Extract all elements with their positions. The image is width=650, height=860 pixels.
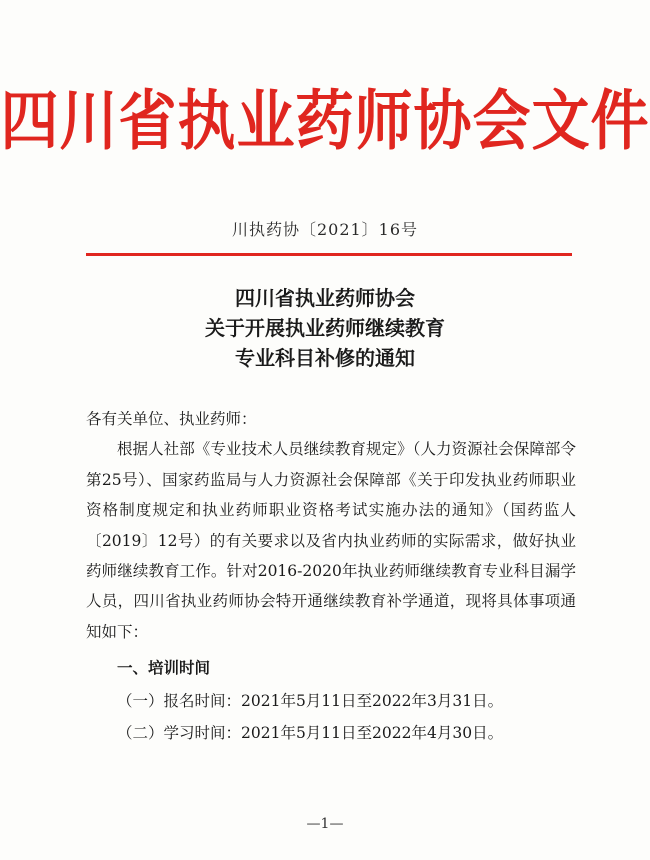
page-number: —1— [306,816,344,832]
body-paragraph: 根据人社部《专业技术人员继续教育规定》（人力资源社会保障部令第25号）、国家药监局与人力资源社会保障部《关于印发执业药师职业资格制度规定和执业药师职业资格考试实施办法的通知》（国药监人〔2019〕12号）的有关要求以及省内执业药师的实际需求，做好执业药师继续教育工作。针对2016-2020年执业药师继续教育专业科目漏学人员，四川省执业药师协会特开通继续教育补学通道，现将具体事项通知如下： [86,440,576,641]
notice-title-line: 四川省执业药师协会 [235,286,415,310]
red-divider-line [86,253,572,256]
document-number: 川执药协〔2021〕16号 [231,220,419,239]
notice-body [86,404,576,748]
section-heading-training-time: 一、培训时间 [117,659,211,678]
list-item-registration-time: （一）报名时间：2021年5月11日至2022年3月31日。 [117,691,504,710]
list-item-study-time: （二）学习时间：2021年5月11日至2022年4月30日。 [117,724,504,743]
notice-title-line: 专业科目补修的通知 [235,346,415,370]
document-header-title: 四川省执业药师协会文件 [0,82,650,159]
salutation: 各有关单位、执业药师： [86,410,257,428]
notice-title-line: 关于开展执业药师继续教育 [205,316,445,340]
notice-title [0,283,650,373]
